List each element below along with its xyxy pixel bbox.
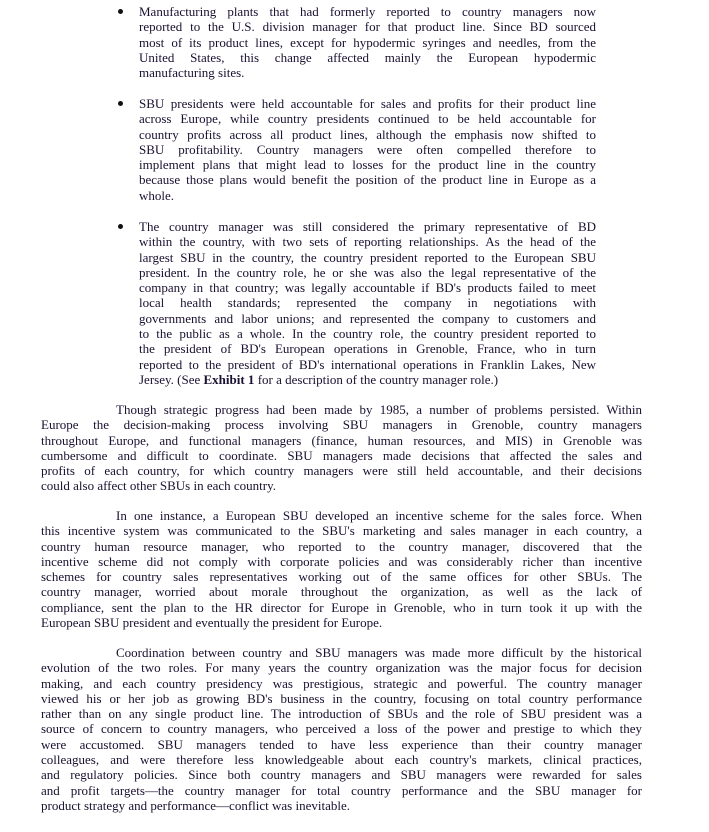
- text-line: reported to the U.S. division manager for that product line. Since BD sourced: [139, 19, 596, 35]
- text-line: In one instance, a European SBU developed an incentive scheme for the sales force. When: [116, 508, 642, 523]
- bullet-icon: [118, 101, 123, 106]
- text-line: United States, this change affected mainly the European hypodermic: [139, 49, 596, 65]
- text-line: viewed his or her job as growing BD's business in the country, focusing on total country performance: [41, 690, 642, 706]
- text-line: reported to the president of BD's international operations in Franklin Lakes, New: [139, 356, 596, 372]
- exhibit-reference: Exhibit 1: [203, 371, 255, 387]
- text-run: for a description of the country manager role.): [254, 371, 499, 387]
- text-line: The country manager was still considered the primary representative of BD: [139, 219, 596, 234]
- text-run: Jersey. (See: [139, 371, 204, 387]
- text-line: product strategy and performance—conflict was inevitable.: [41, 797, 350, 813]
- text-line: country human resource manager, who reported to the country manager, discovered that the: [41, 538, 642, 554]
- text-line: profits of each country, for which country managers were still held accountable, and their decisions: [41, 463, 642, 479]
- text-line: rather than on any single product line. The introduction of SBUs and the role of SBU president was a: [41, 706, 642, 722]
- text-line: Though strategic progress had been made by 1985, a number of problems persisted. Within: [116, 402, 642, 417]
- text-line: implement plans that might lead to losses for the product line in the country: [139, 157, 596, 173]
- text-line: SBU profitability. Country managers were often compelled therefore to: [139, 141, 596, 157]
- bullet-item: [139, 4, 596, 80]
- bullet-item: [139, 96, 596, 203]
- text-line: local health standards; represented the company in negotiations with: [139, 295, 596, 311]
- text-line: could also affect other SBUs in each country.: [41, 478, 277, 494]
- body-paragraph: [41, 645, 642, 813]
- text-line: within the country, with two sets of reporting relationships. As the head of the: [139, 234, 596, 250]
- text-line: throughout Europe, and functional managers (finance, human resources, and MIS) in Grenoble was: [41, 432, 642, 448]
- text-line: the president of BD's European operations in Grenoble, France, who in turn: [139, 341, 596, 357]
- text-line: this incentive system was communicated to the SBU's marketing and sales manager in each country, a: [41, 523, 642, 539]
- text-line: country manager, worried about morale throughout the organization, as well as the lack of: [41, 584, 642, 600]
- text-line: [139, 372, 596, 387]
- text-line: source of concern to country managers, who perceived a loss of the power and prestige to which they: [41, 721, 642, 737]
- text-line: compliance, sent the plan to the HR director for Europe in Grenoble, who in turn took it up with the: [41, 599, 642, 615]
- body-paragraph: [41, 402, 642, 494]
- text-line: country profits across all product lines, although the emphasis now shifted to: [139, 126, 596, 142]
- text-line: whole.: [139, 187, 175, 203]
- text-line: were accustomed. SBU managers tended to have less experience than their country manager: [41, 736, 642, 752]
- text-line: most of its product lines, except for hypodermic syringes and needles, from the: [139, 34, 596, 50]
- text-line: Manufacturing plants that had formerly reported to country managers now: [139, 4, 596, 19]
- text-line: cumbersome and difficult to coordinate. SBU managers made decisions that affected the sales and: [41, 447, 642, 463]
- text-line: president. In the country role, he or she was also the legal representative of the: [139, 264, 596, 280]
- bullet-icon: [118, 9, 123, 14]
- text-line: Coordination between country and SBU managers was made more difficult by the historical: [116, 645, 642, 660]
- text-line: colleagues, and were therefore less knowledgeable about each country's markets, clinical practices,: [41, 752, 642, 768]
- text-line: because those plans would benefit the position of the product line in Europe as a: [139, 172, 596, 188]
- text-line: SBU presidents were held accountable for sales and profits for their product line: [139, 96, 596, 111]
- text-line: making, and each country presidency was prestigious, strategic and powerful. The country manager: [41, 675, 642, 691]
- text-line: company in that country; was legally accountable if BD's products failed to meet: [139, 280, 596, 296]
- text-line: European SBU president and eventually the president for Europe.: [41, 615, 383, 631]
- text-line: evolution of the two roles. For many years the country organization was the major focus for decision: [41, 660, 642, 676]
- text-line: to the public as a whole. In the country role, the country president reported to: [139, 326, 596, 342]
- text-line: incentive scheme did not comply with corporate policies and was considerably richer than incentive: [41, 553, 642, 569]
- bullet-item: [139, 219, 596, 387]
- text-line: and profit targets—the country manager for total country performance and the SBU manager for: [41, 782, 642, 798]
- body-paragraph: [41, 508, 642, 630]
- text-line: governments and labor unions; and represented the company to customers and: [139, 310, 596, 326]
- text-line: Europe the decision-making process involving SBU managers in Grenoble, country managers: [41, 417, 642, 433]
- text-line: across Europe, while country presidents continued to be held accountable for: [139, 111, 596, 127]
- text-line: manufacturing sites.: [139, 65, 245, 81]
- text-line: schemes for country sales representatives working out of the same offices for other SBUs. The: [41, 569, 642, 585]
- text-line: largest SBU in the country, the country president reported to the European SBU: [139, 249, 596, 265]
- bullet-icon: [118, 224, 123, 229]
- text-line: and regulatory policies. Since both country managers and SBU managers were rewarded for sales: [41, 767, 642, 783]
